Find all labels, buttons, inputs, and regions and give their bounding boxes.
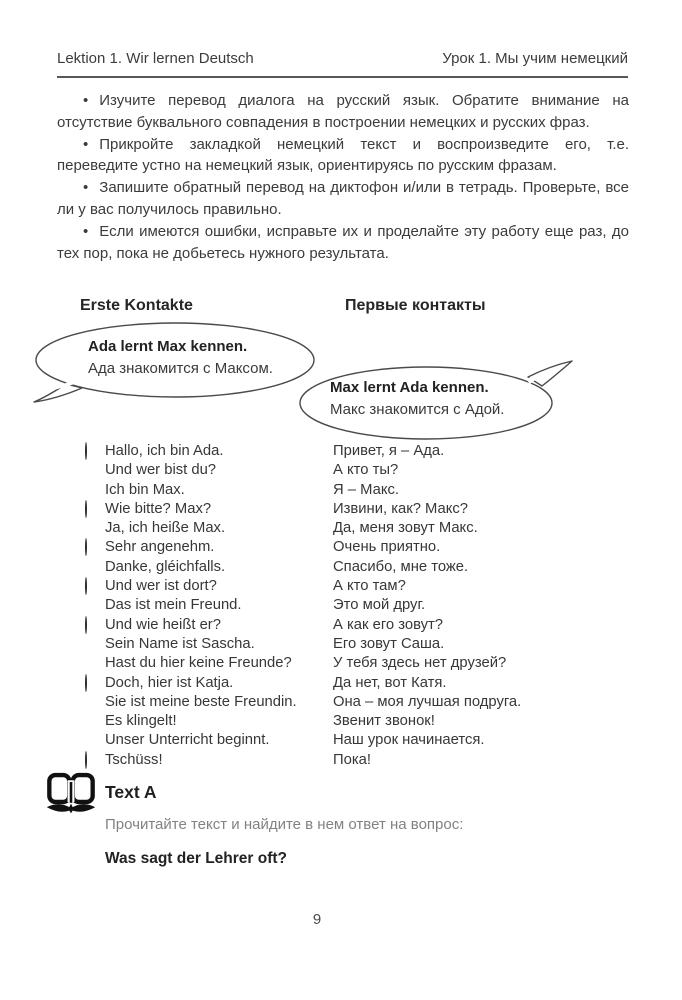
russian-line: Пока! xyxy=(333,751,372,768)
german-line: Sehr angenehm. xyxy=(105,539,215,556)
header-title-german: Lektion 1. Wir lernen Deutsch xyxy=(57,50,254,67)
dialogue-row xyxy=(85,693,630,712)
german-line: Ja, ich heiße Max. xyxy=(105,520,226,537)
german-line: Sein Name ist Sascha. xyxy=(105,635,255,652)
bubble-russian-line: Ада знакомится с Максом. xyxy=(88,360,273,377)
dialogue-row xyxy=(85,538,630,557)
russian-line: Я – Макс. xyxy=(333,481,400,498)
speaker-marker xyxy=(85,500,87,518)
german-line: Und wer ist dort? xyxy=(105,578,217,595)
intro-list xyxy=(57,90,629,264)
section-title-german: Erste Kontakte xyxy=(80,297,193,314)
russian-line: Звенит звонок! xyxy=(333,713,435,730)
dialogue-row xyxy=(85,731,630,750)
dialogue-row xyxy=(85,558,630,577)
speech-bubble-max xyxy=(296,360,576,442)
russian-line: А как его зовут? xyxy=(333,616,444,633)
german-line: Ich bin Max. xyxy=(105,481,185,498)
russian-line: Наш урок начинается. xyxy=(333,732,485,749)
bullet-text: Если имеются ошибки, исправьте их и проделайте эту работу еще раз, до тех пор, пока не добьетесь нужного результата. xyxy=(57,222,629,262)
speech-bubble-text xyxy=(330,377,504,421)
text-a-question: Was sagt der Lehrer oft? xyxy=(105,850,288,867)
speaker-marker xyxy=(85,538,87,556)
german-line: Doch, hier ist Katja. xyxy=(105,674,234,691)
page-header xyxy=(57,50,628,78)
dialogue-row xyxy=(85,616,630,635)
russian-line: Она – моя лучшая подруга. xyxy=(333,693,522,710)
german-line: Das ist mein Freund. xyxy=(105,597,242,614)
bullet-dot: • xyxy=(83,92,89,109)
bubble-german-line: Ada lernt Max kennen. xyxy=(88,338,248,355)
russian-line: Спасибо, мне тоже. xyxy=(333,558,469,575)
bullet-dot: • xyxy=(83,179,89,197)
speaker-marker xyxy=(85,616,87,634)
german-line: Es klingelt! xyxy=(105,713,177,730)
german-line: Hast du hier keine Freunde? xyxy=(105,655,292,672)
russian-line: Извини, как? Макс? xyxy=(333,500,469,517)
dialogue-table xyxy=(85,442,630,770)
page-number: 9 xyxy=(312,911,322,928)
bullet-text: Запишите обратный перевод на диктофон и/или в тетрадь. Проверьте, все ли у вас получилось правильно. xyxy=(57,179,629,218)
header-title-russian: Урок 1. Мы учим немецкий xyxy=(442,50,628,67)
dialogue-row xyxy=(85,751,630,770)
dialogue-row xyxy=(85,674,630,693)
german-line: Danke, gléichfalls. xyxy=(105,558,226,575)
dialogue-row xyxy=(85,635,630,654)
russian-line: А кто ты? xyxy=(333,462,399,479)
german-line: Sie ist meine beste Freundin. xyxy=(105,693,297,710)
russian-line: Да нет, вот Катя. xyxy=(333,674,447,691)
dialogue-row xyxy=(85,519,630,538)
dialogue-row xyxy=(85,442,630,461)
speaker-marker xyxy=(85,751,87,769)
dialogue-row xyxy=(85,500,630,519)
russian-line: Привет, я – Ада. xyxy=(333,443,445,459)
section-titles xyxy=(57,297,628,319)
speaker-marker xyxy=(85,442,87,460)
intro-paragraph xyxy=(57,221,629,265)
bubble-german-line: Max lernt Ada kennen. xyxy=(330,379,489,396)
section-title-russian: Первые контакты xyxy=(345,297,486,314)
speaker-marker xyxy=(85,577,87,595)
dialogue-row xyxy=(85,577,630,596)
dialogue-row xyxy=(85,654,630,673)
russian-line: Да, меня зовут Макс. xyxy=(333,520,478,537)
text-a-instruction: Прочитайте текст и найдите в нем ответ на вопрос: xyxy=(105,816,464,833)
speech-bubble-ada xyxy=(28,321,316,405)
german-line: Unser Unterricht beginnt. xyxy=(105,732,270,749)
intro-paragraph xyxy=(57,134,629,178)
german-line: Hallo, ich bin Ada. xyxy=(105,443,224,459)
open-book-icon xyxy=(45,771,97,819)
dialogue-row xyxy=(85,481,630,500)
speech-bubble-text xyxy=(88,336,273,380)
bullet-dot: • xyxy=(83,135,89,153)
intro-paragraph xyxy=(57,177,629,221)
russian-line: Очень приятно. xyxy=(333,539,441,556)
intro-paragraph xyxy=(57,90,629,134)
bullet-dot: • xyxy=(83,222,89,240)
bullet-text: Прикройте закладкой немецкий текст и воспроизведите его, т.е. переведите устно на немецкий язык, ориентируясь по русским фразам. xyxy=(57,135,629,175)
german-line: Tschüss! xyxy=(105,751,163,768)
german-line: Und wer bist du? xyxy=(105,462,217,479)
bullet-text: Изучите перевод диалога на русский язык. Обратите внимание на отсутствие буквального совпадения в построении немецких и русских фраз. xyxy=(57,92,629,131)
dialogue-row xyxy=(85,461,630,480)
dialogue-row xyxy=(85,712,630,731)
russian-line: Его зовут Саша. xyxy=(333,635,445,652)
dialogue-row xyxy=(85,596,630,615)
russian-line: А кто там? xyxy=(333,578,406,595)
russian-line: У тебя здесь нет друзей? xyxy=(333,655,507,672)
speaker-marker xyxy=(85,674,87,692)
bubble-russian-line: Макс знакомится с Адой. xyxy=(330,401,505,418)
german-line: Und wie heißt er? xyxy=(105,616,221,633)
german-line: Wie bitte? Max? xyxy=(105,500,212,517)
russian-line: Это мой друг. xyxy=(333,597,426,614)
text-a-title: Text A xyxy=(105,782,157,802)
